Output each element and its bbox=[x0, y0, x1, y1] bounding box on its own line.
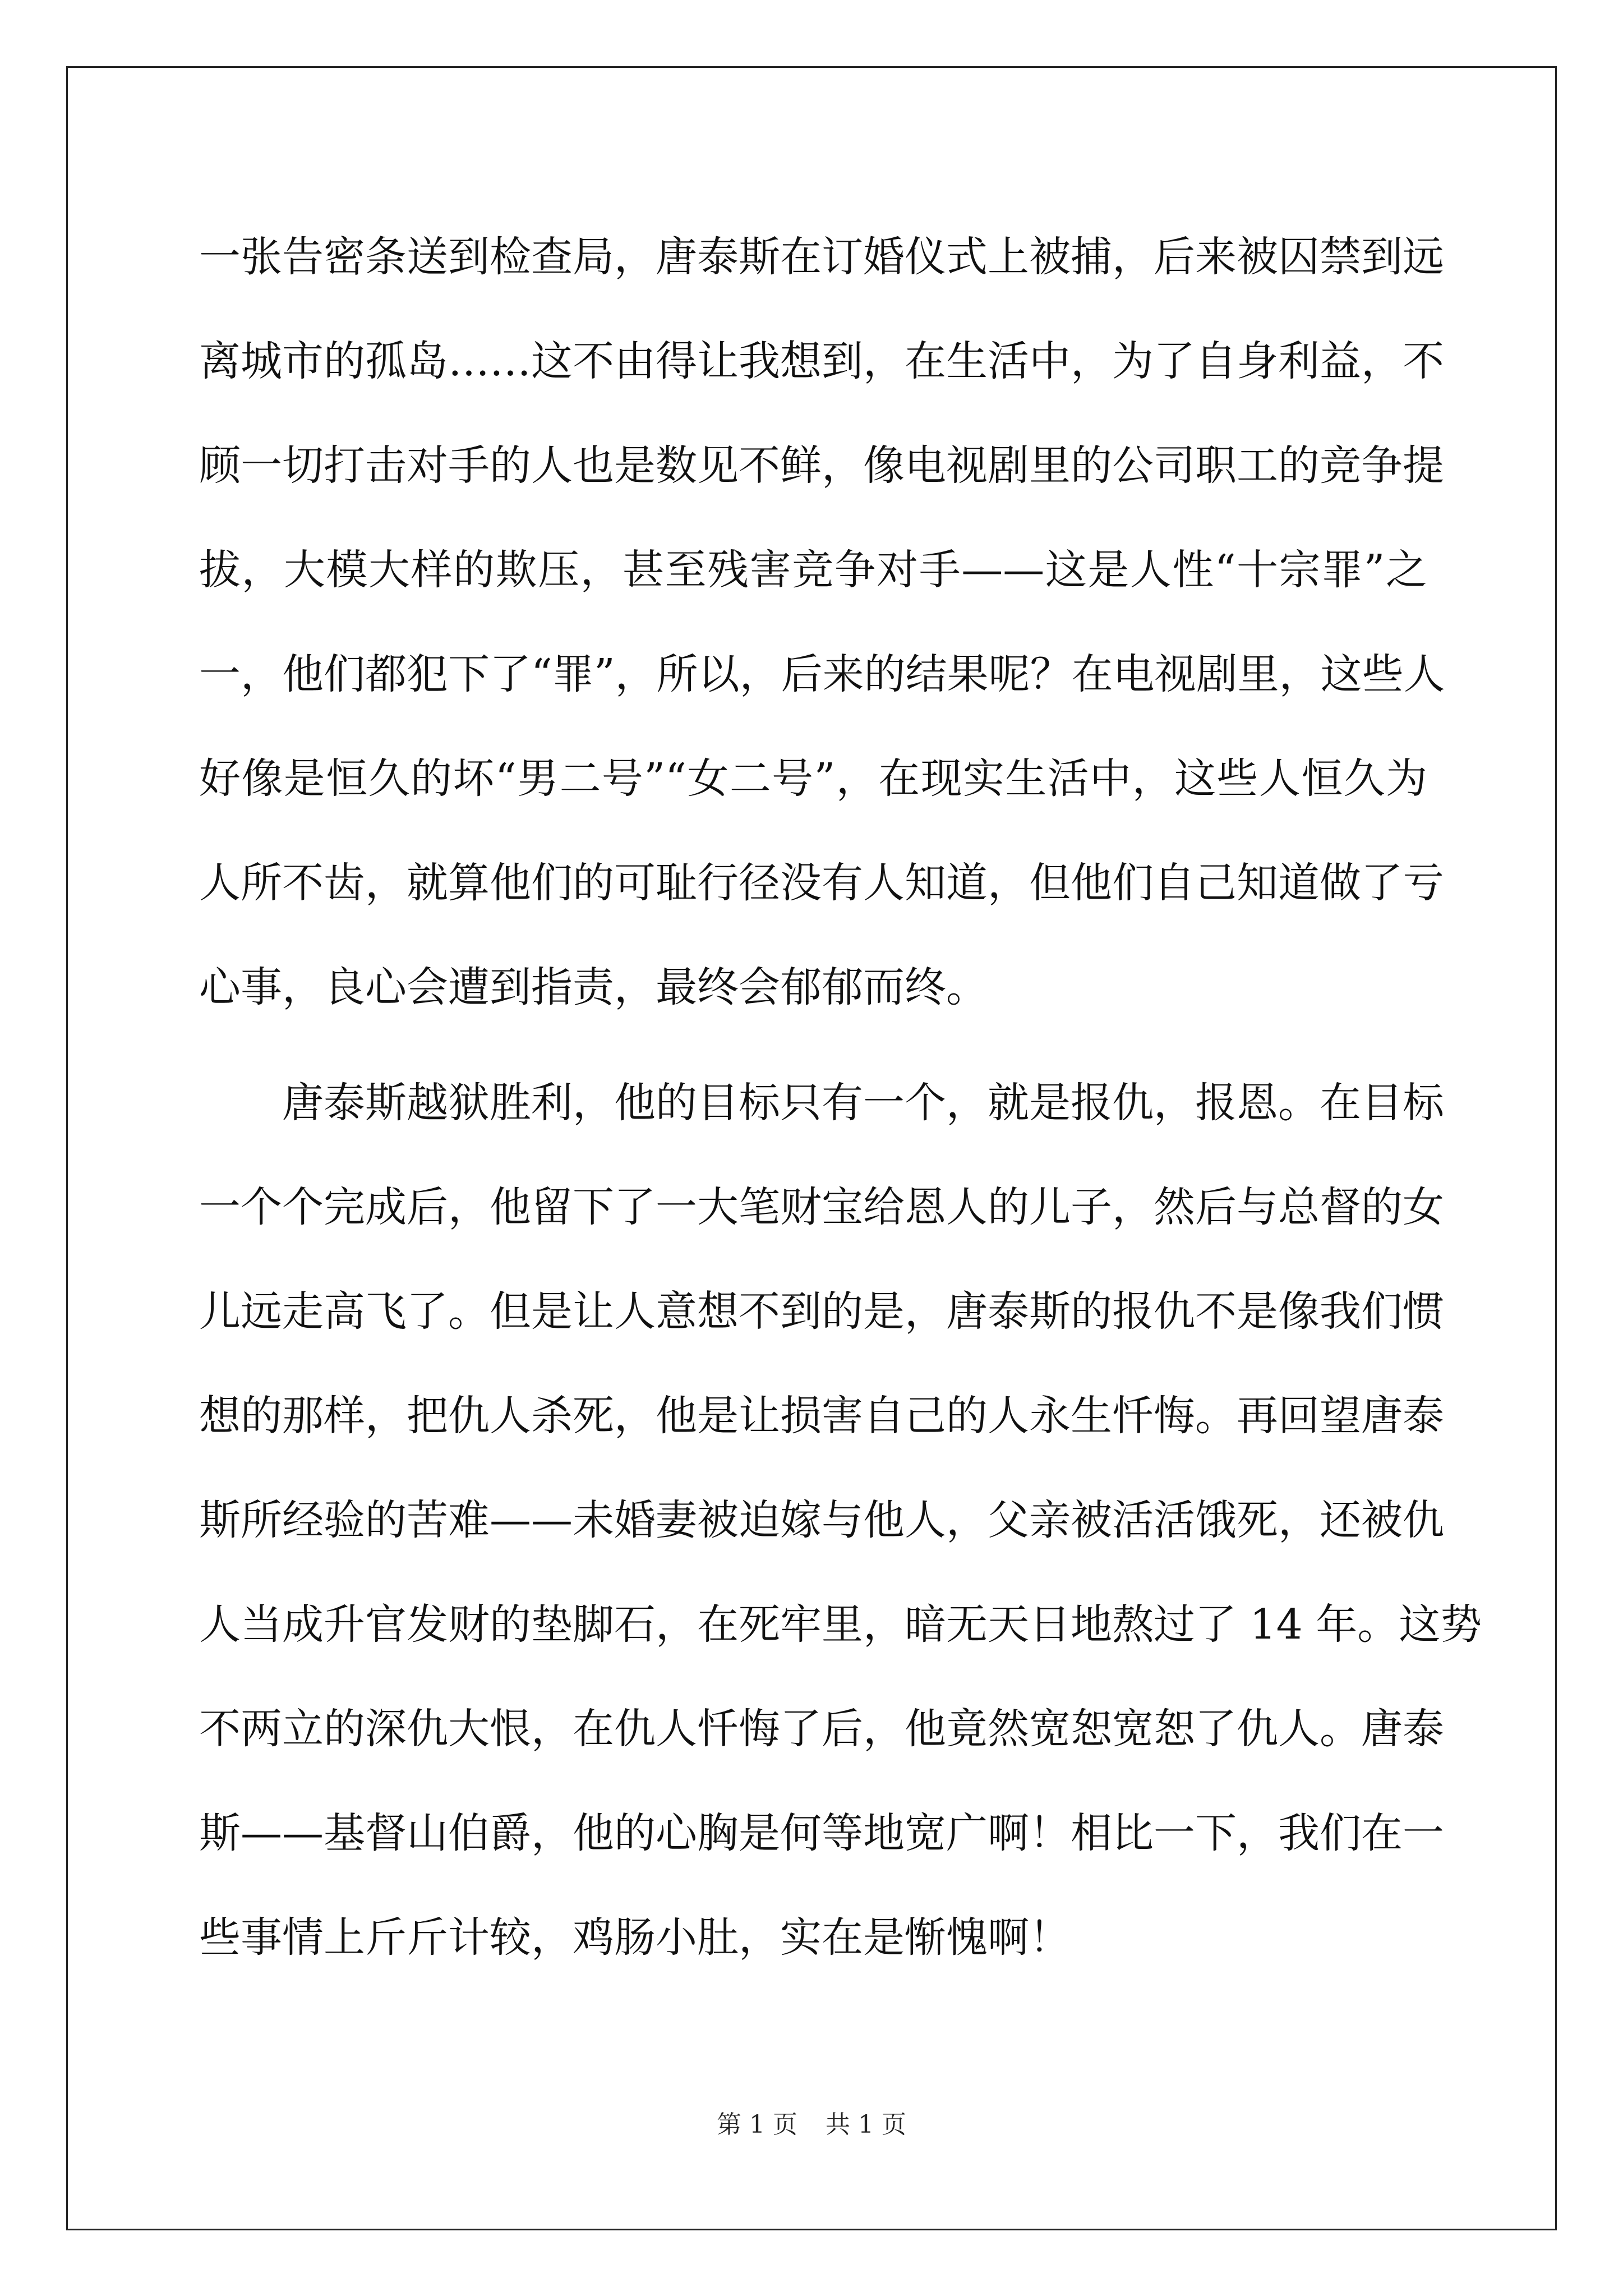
text-line: 顾一切打击对手的人也是数见不鲜，像电视剧里的公司职工的竞争提 bbox=[199, 441, 1444, 490]
text-line-last: 心事，良心会遭到指责，最终会郁郁而终。 bbox=[199, 963, 988, 1011]
text-line: 一张告密条送到检查局，唐泰斯在订婚仪式上被捕，后来被囚禁到远 bbox=[199, 233, 1444, 281]
text-line: 斯所经验的苦难——未婚妻被迫嫁与他人，父亲被活活饿死，还被仇 bbox=[199, 1496, 1444, 1544]
text-line-first: 唐泰斯越狱胜利，他的目标只有一个，就是报仇，报恩。在目标 bbox=[282, 1079, 1444, 1127]
text-line: 一个个完成后，他留下了一大笔财宝给恩人的儿子，然后与总督的女 bbox=[199, 1183, 1444, 1231]
page-number-current: 第 1 页 bbox=[717, 2110, 797, 2139]
document-body bbox=[199, 205, 1482, 1990]
page-number-total: 共 1 页 bbox=[826, 2110, 906, 2139]
text-line: 不两立的深仇大恨，在仇人忏悔了后，他竟然宽恕宽恕了仇人。唐泰 bbox=[199, 1705, 1444, 1753]
page-footer bbox=[0, 2108, 1623, 2142]
text-line: 离城市的孤岛……这不由得让我想到，在生活中，为了自身利益，不 bbox=[199, 337, 1444, 385]
text-line: 一，他们都犯下了“罪”，所以，后来的结果呢？在电视剧里，这些人 bbox=[199, 650, 1445, 698]
paragraph-gap bbox=[199, 1039, 1427, 1051]
text-line: 拔，大模大样的欺压，甚至残害竞争对手——这是人性“十宗罪”之 bbox=[199, 546, 1427, 594]
text-line: 人当成升官发财的垫脚石，在死牢里，暗无天日地熬过了 14 年。这势 bbox=[199, 1600, 1482, 1649]
text-line: 斯——基督山伯爵，他的心胸是何等地宽广啊！相比一下，我们在一 bbox=[199, 1809, 1444, 1857]
text-line: 儿远走高飞了。但是让人意想不到的是，唐泰斯的报仇不是像我们惯 bbox=[199, 1287, 1444, 1336]
text-line-last: 些事情上斤斤计较，鸡肠小肚，实在是惭愧啊！ bbox=[199, 1913, 1071, 1962]
text-line: 想的那样，把仇人杀死，他是让损害自己的人永生忏悔。再回望唐泰 bbox=[199, 1392, 1444, 1440]
text-line: 好像是恒久的坏“男二号”“女二号”，在现实生活中，这些人恒久为 bbox=[199, 754, 1427, 803]
text-line: 人所不齿，就算他们的可耻行径没有人知道，但他们自己知道做了亏 bbox=[199, 859, 1444, 907]
